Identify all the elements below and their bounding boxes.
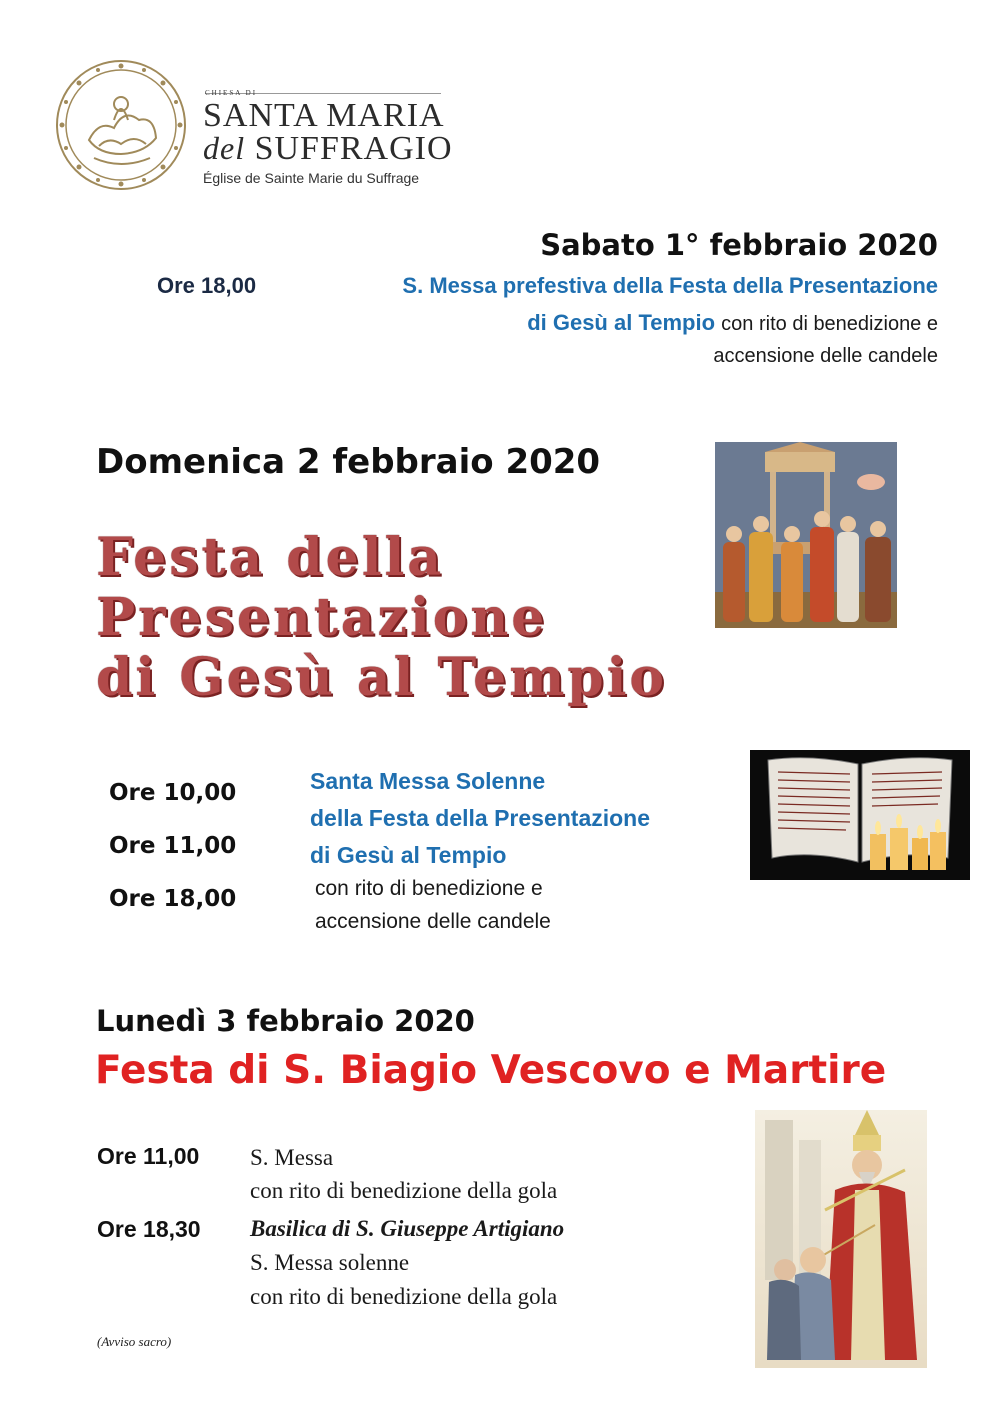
sunday-mass-desc-1: Santa Messa Solenne <box>310 768 546 794</box>
logo-del: del <box>203 130 246 166</box>
presentation-feast-title <box>96 528 667 708</box>
sunday-time-2: Ore 11,00 <box>109 833 237 859</box>
sunday-mass-desc-3: di Gesù al Tempio <box>310 842 507 868</box>
feast-title-line3: di Gesù al Tempio <box>96 647 668 708</box>
saturday-mass-line2-plain: con rito di benedizione e <box>721 313 938 335</box>
church-seal-logo <box>54 58 188 192</box>
sunday-time-3: Ore 18,00 <box>109 886 237 912</box>
logo-church-name-2 <box>203 130 453 168</box>
monday-time2-line1: S. Messa solenne <box>250 1250 410 1275</box>
sunday-time-1: Ore 10,00 <box>109 780 237 806</box>
monday-basilica: Basilica di S. Giuseppe Artigiano <box>250 1216 565 1241</box>
saturday-mass-line2 <box>527 310 938 336</box>
saturday-mass-line2-blue: di Gesù al Tempio <box>527 310 716 335</box>
presentation-painting-image <box>715 442 897 628</box>
sunday-rite-2: accensione delle candele <box>315 910 551 933</box>
book-candles-image <box>750 750 970 880</box>
biagio-feast-title: Festa di S. Biagio Vescovo e Martire <box>95 1048 887 1093</box>
sunday-date: Domenica 2 febbraio 2020 <box>96 442 601 482</box>
logo-church-name: SANTA MARIA <box>203 97 445 134</box>
sunday-rite-1: con rito di benedizione e <box>315 877 543 900</box>
sunday-mass-desc-2: della Festa della Presentazione <box>310 805 651 831</box>
saturday-mass-line1: S. Messa prefestiva della Festa della Presentazione <box>402 273 938 298</box>
monday-time2-line2: con rito di benedizione della gola <box>250 1284 558 1309</box>
footer-note: (Avviso sacro) <box>97 1334 172 1349</box>
monday-time1-line2: con rito di benedizione della gola <box>250 1178 558 1203</box>
logo-small-text: CHIESA DI <box>205 89 258 97</box>
monday-date: Lunedì 3 febbraio 2020 <box>96 1004 475 1038</box>
saturday-time: Ore 18,00 <box>157 273 257 298</box>
feast-title-line1: Festa della <box>96 527 444 588</box>
monday-time1-line1: S. Messa <box>250 1145 334 1170</box>
monday-time-2: Ore 18,30 <box>97 1216 201 1242</box>
logo-subtitle: Église de Sainte Marie du Suffrage <box>203 170 420 186</box>
saturday-date: Sabato 1° febbraio 2020 <box>540 228 938 262</box>
logo-suffragio: SUFFRAGIO <box>254 130 453 167</box>
feast-title-line2: Presentazione <box>96 587 548 648</box>
monday-time-1: Ore 11,00 <box>97 1143 200 1169</box>
saint-biagio-image <box>755 1110 927 1368</box>
saturday-mass-line3: accensione delle candele <box>713 345 938 367</box>
